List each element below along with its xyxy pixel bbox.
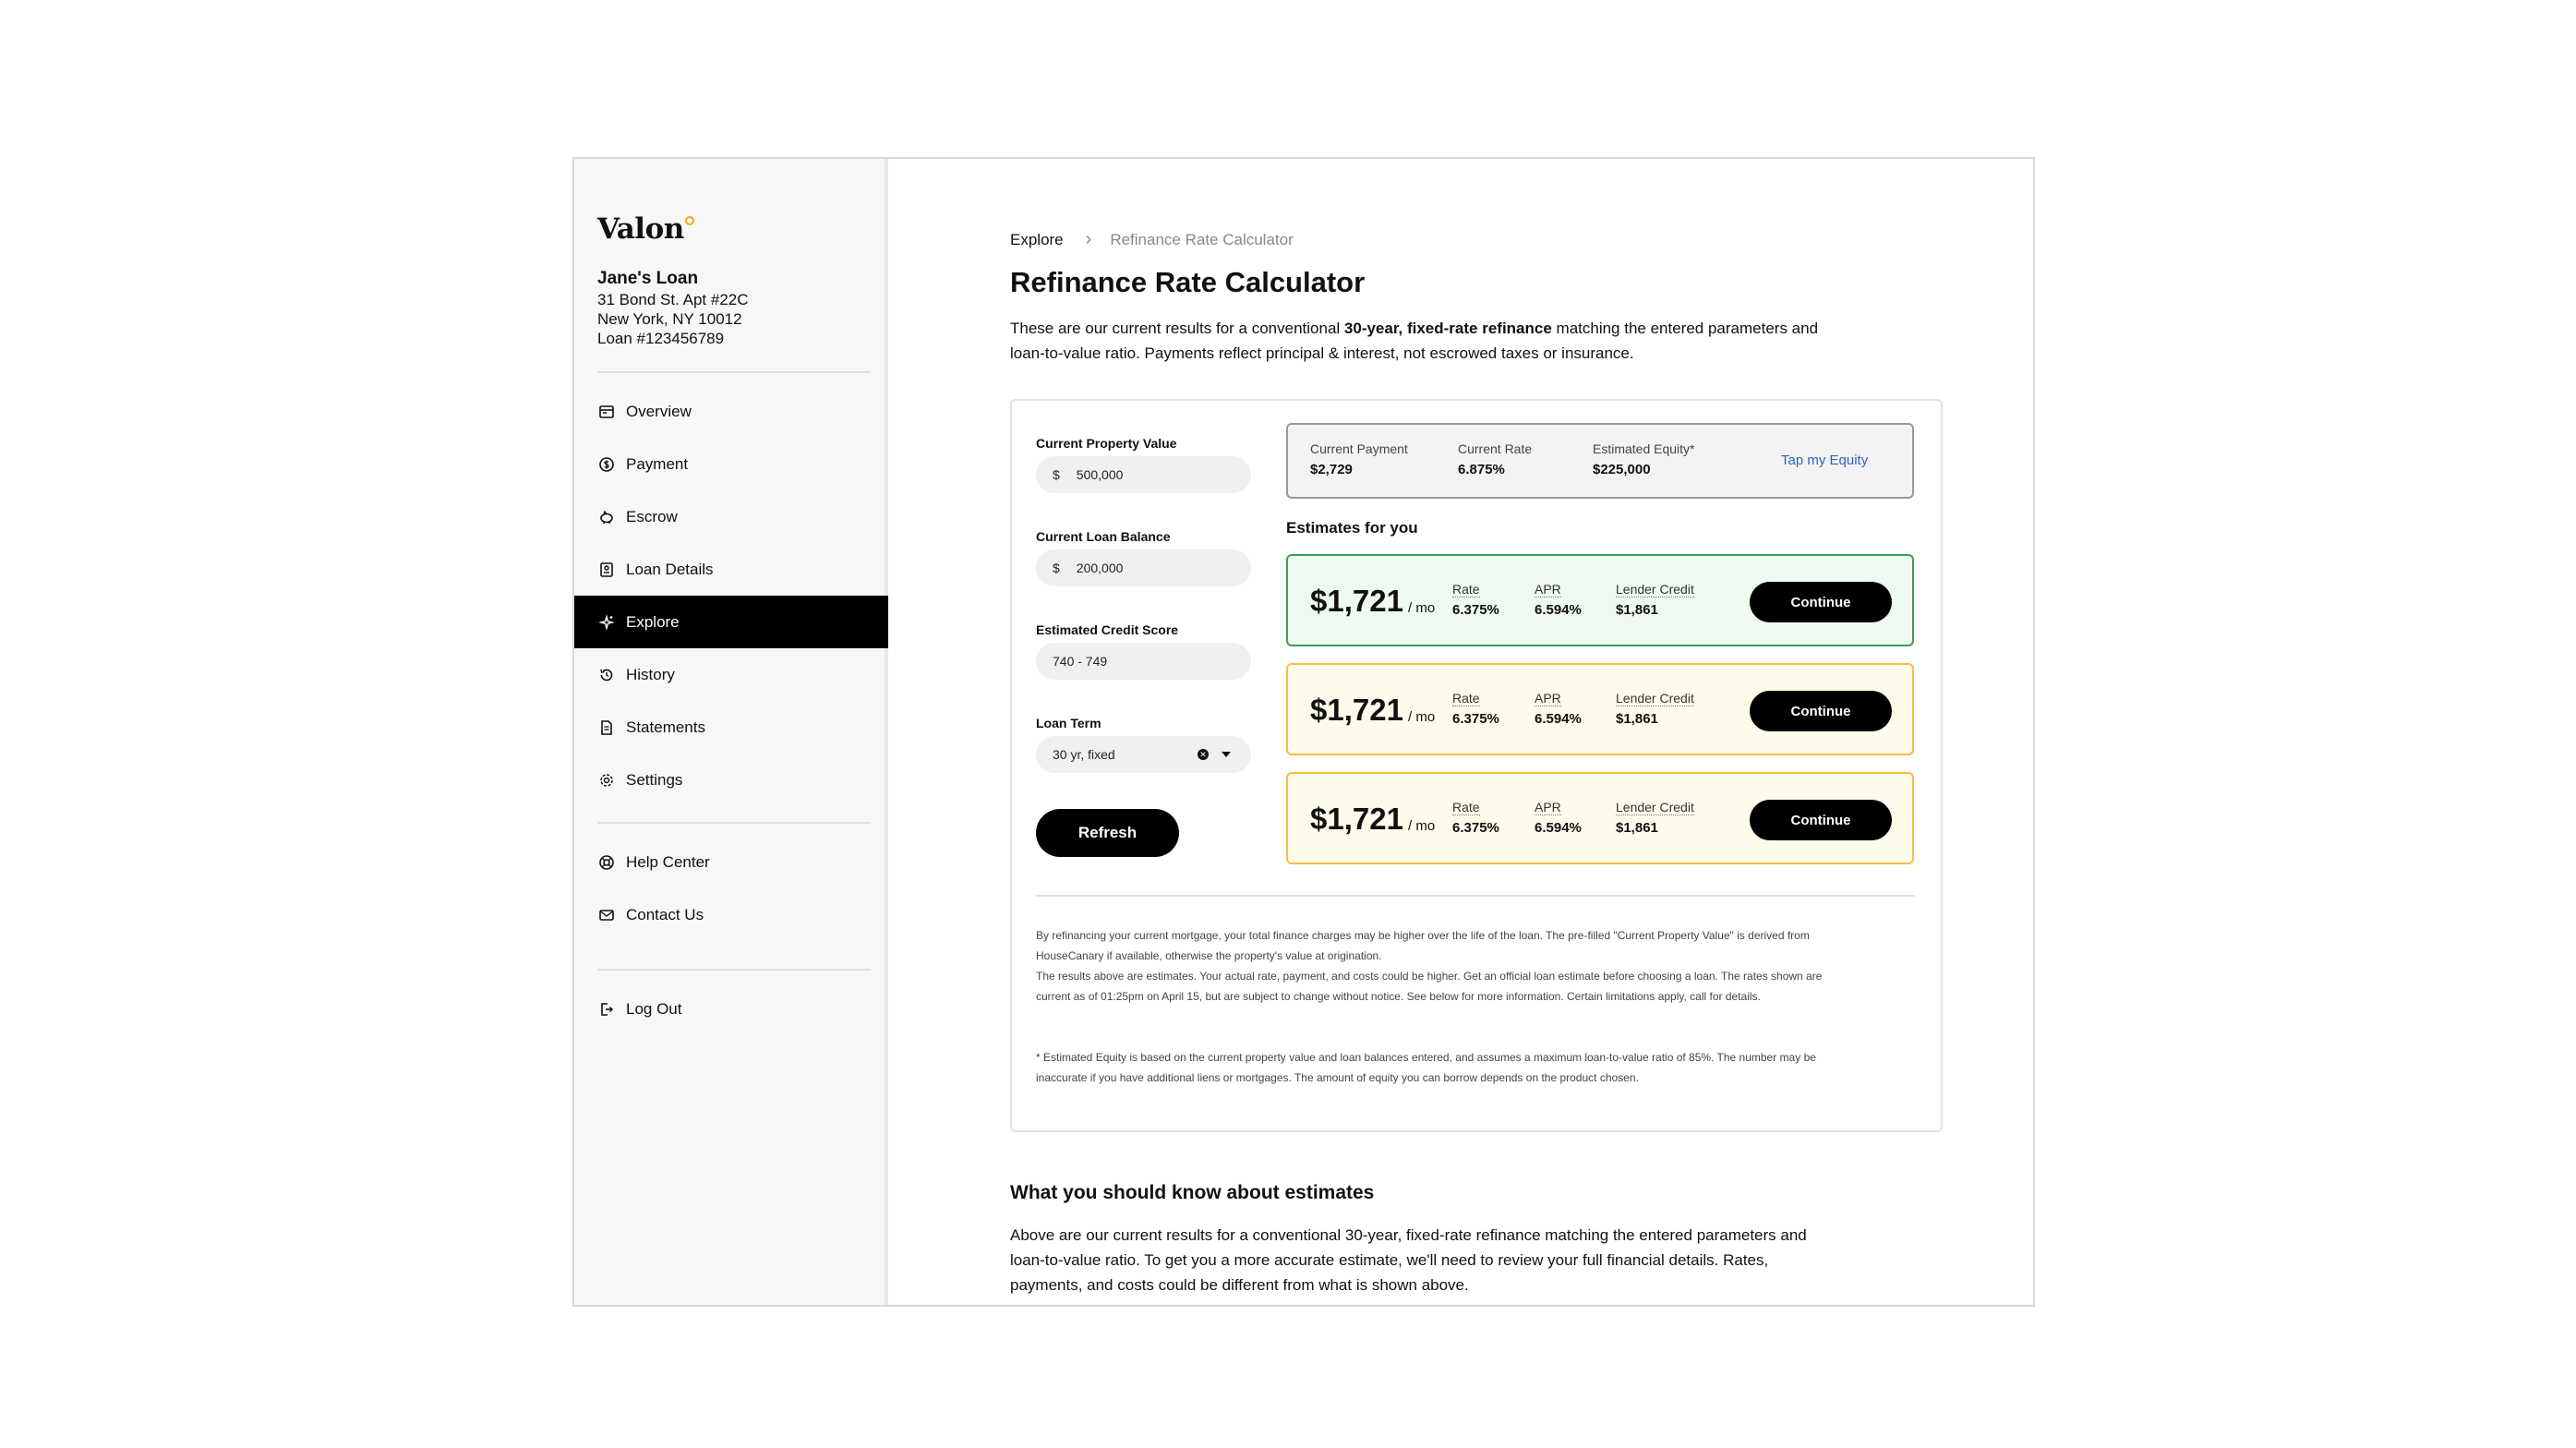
main-content (888, 159, 2033, 1305)
card-divider (1036, 895, 1915, 897)
offer-lender-credit (1616, 800, 1694, 836)
loan-info (597, 268, 749, 348)
loan-balance-input[interactable] (1036, 549, 1251, 586)
offer-lender-credit (1616, 582, 1694, 618)
sidebar-item-log-out[interactable] (574, 983, 888, 1035)
chevron-right-icon: › (1085, 229, 1092, 249)
tap-my-equity-link[interactable]: Tap my Equity (1781, 452, 1869, 468)
continue-button[interactable]: Continue (1750, 691, 1892, 731)
property-value-label: Current Property Value (1036, 436, 1177, 451)
property-value-input[interactable] (1036, 456, 1251, 493)
estimated-equity (1593, 441, 1695, 477)
history-icon (597, 666, 616, 684)
estimate-offer (1286, 554, 1914, 646)
loan-term-select[interactable] (1036, 736, 1251, 773)
currency-symbol: $ (1053, 467, 1060, 482)
mail-icon (597, 906, 616, 924)
monthly-payment: $1,721 (1310, 584, 1403, 618)
loan-number: Loan #123456789 (597, 330, 725, 347)
lender-credit-value: $1,861 (1616, 711, 1658, 727)
sidebar-item-label: Help Center (626, 852, 710, 871)
continue-button[interactable]: Continue (1750, 800, 1892, 840)
lender-credit-value: $1,861 (1616, 820, 1658, 836)
sidebar-item-label: Explore (626, 612, 680, 631)
breadcrumb-current: Refinance Rate Calculator (1110, 230, 1294, 248)
apr-label[interactable]: APR (1535, 800, 1561, 814)
current-loan-summary (1286, 423, 1914, 499)
loan-term-label: Loan Term (1036, 716, 1101, 730)
loan-name: Jane's Loan (597, 269, 699, 288)
payment-period: / mo (1408, 709, 1436, 725)
logout-icon (597, 1000, 616, 1019)
sidebar-item-explore[interactable] (574, 596, 888, 648)
sidebar-nav-main (574, 385, 888, 806)
disclaimer-paragraph: * Estimated Equity is based on the current property value and loan balances entered, and assumes a maximum loan-to-value ratio of 85%. The number may be inaccurate if you have additional liens or mortgages. The amount of equity you can borrow depends on the product chosen. (1036, 1051, 1816, 1084)
sidebar-nav-account (574, 983, 888, 1035)
sidebar-item-label: Statements (626, 718, 705, 736)
payment-period: / mo (1408, 818, 1436, 834)
logo-dot-icon (685, 216, 694, 225)
sidebar-item-payment[interactable] (574, 438, 888, 490)
monthly-payment: $1,721 (1310, 802, 1403, 836)
sidebar-item-overview[interactable] (574, 385, 888, 438)
lender-credit-value: $1,861 (1616, 602, 1658, 618)
offer-rate (1452, 800, 1499, 836)
currency-symbol: $ (1053, 561, 1060, 575)
estimate-offer (1286, 772, 1914, 864)
calculator-card (1010, 399, 1943, 1132)
current-payment (1310, 441, 1408, 477)
offer-rate (1452, 582, 1499, 618)
offer-rate (1452, 691, 1499, 727)
continue-button[interactable]: Continue (1750, 582, 1892, 622)
estimates-info-heading: What you should know about estimates (1010, 1182, 1375, 1203)
apr-value: 6.594% (1535, 711, 1582, 727)
sidebar-divider (597, 822, 871, 824)
intro-bold-text: 30-year, fixed-rate refinance (1343, 320, 1552, 337)
gear-icon (597, 771, 616, 790)
disclaimer-paragraph: The results above are estimates. Your actual rate, payment, and costs could be higher. Get an official loan estimate before choosing a loan. The rates shown are current as of 01:25pm on April 15, but are subject to change without notice. See below for more information. Certain limitations apply, call for details. (1036, 970, 1823, 1003)
sidebar-divider (597, 969, 871, 971)
sidebar-item-label: Escrow (626, 507, 678, 525)
sidebar-item-escrow[interactable] (574, 490, 888, 543)
rate-label[interactable]: Rate (1452, 582, 1480, 597)
sidebar-item-label: Log Out (626, 999, 682, 1018)
credit-score-label: Estimated Credit Score (1036, 622, 1179, 637)
sidebar-item-settings[interactable] (574, 754, 888, 806)
sidebar-item-history[interactable] (574, 648, 888, 701)
offer-apr (1535, 691, 1582, 727)
estimated-equity-label: Estimated Equity* (1593, 441, 1695, 456)
current-payment-value: $2,729 (1310, 462, 1353, 477)
property-value: 500,000 (1076, 467, 1124, 482)
credit-score-input[interactable] (1036, 643, 1251, 680)
credit-score-value: 740 - 749 (1053, 654, 1108, 669)
estimates-heading: Estimates for you (1286, 519, 1418, 537)
sidebar-item-loan-details[interactable] (574, 543, 888, 596)
offer-apr (1535, 800, 1582, 836)
breadcrumb (1010, 229, 1294, 250)
sidebar-item-label: Loan Details (626, 560, 714, 578)
lender-credit-label[interactable]: Lender Credit (1616, 582, 1694, 597)
sidebar (574, 159, 888, 1305)
sidebar-item-label: History (626, 665, 675, 683)
apr-value: 6.594% (1535, 820, 1582, 836)
offer-apr (1535, 582, 1582, 618)
lender-credit-label[interactable]: Lender Credit (1616, 691, 1694, 706)
lifebuoy-icon (597, 853, 616, 872)
document-icon (597, 561, 616, 579)
current-payment-label: Current Payment (1310, 441, 1408, 456)
apr-label[interactable]: APR (1535, 691, 1561, 706)
valon-logo[interactable]: Valon (597, 212, 694, 246)
intro-text: These are our current results for a conventional (1010, 320, 1344, 337)
rate-label[interactable]: Rate (1452, 691, 1480, 706)
apr-label[interactable]: APR (1535, 582, 1561, 597)
disclaimer-paragraph: By refinancing your current mortgage, your total finance charges may be higher over the life of the loan. The pre-filled "Current Property Value" is derived from HouseCanary if available, otherwise the property's value at origination. (1036, 929, 1810, 962)
payment-period: / mo (1408, 600, 1436, 616)
sparkle-icon (597, 613, 616, 632)
sidebar-item-statements[interactable] (574, 701, 888, 754)
breadcrumb-explore-link[interactable]: Explore (1010, 230, 1064, 248)
rate-value: 6.375% (1452, 820, 1499, 836)
sidebar-divider (597, 371, 871, 373)
sidebar-item-label: Contact Us (626, 905, 704, 923)
current-rate-label: Current Rate (1458, 441, 1533, 456)
sidebar-item-label: Overview (626, 402, 692, 420)
lender-credit-label[interactable]: Lender Credit (1616, 800, 1694, 814)
current-rate (1458, 441, 1532, 477)
app-window (572, 157, 2035, 1307)
overview-icon (597, 403, 616, 421)
dollar-icon (597, 455, 616, 474)
page-intro (1010, 316, 1823, 366)
estimates-info-text: Above are our current results for a conventional 30-year, fixed-rate refinance matching the entered parameters and loan-to-value ratio. To get you a more accurate estimate, we'll need to review your full financial details. Rates, payments, and costs could be different from what is shown above. (1010, 1226, 1807, 1294)
rate-label[interactable]: Rate (1452, 800, 1480, 814)
piggy-bank-icon (597, 508, 616, 526)
current-rate-value: 6.875% (1458, 462, 1505, 477)
page-title: Refinance Rate Calculator (1010, 266, 1366, 298)
sidebar-item-label: Payment (626, 454, 689, 473)
clear-icon[interactable]: ✕ (1198, 749, 1209, 760)
loan-address-line1: 31 Bond St. Apt #22C (597, 291, 749, 308)
estimate-offer (1286, 663, 1914, 755)
intro-text: matching the entered parameters and loan-to-value ratio. Payments reflect principal & interest, not escrowed taxes or insurance. (1010, 320, 1819, 362)
rate-value: 6.375% (1452, 602, 1499, 618)
sidebar-nav-support (574, 836, 888, 941)
loan-address-line2: New York, NY 10012 (597, 310, 742, 328)
sidebar-item-help-center[interactable] (574, 836, 888, 888)
monthly-payment: $1,721 (1310, 693, 1403, 727)
apr-value: 6.594% (1535, 602, 1582, 618)
sidebar-item-label: Settings (626, 770, 683, 789)
refresh-button[interactable]: Refresh (1036, 809, 1179, 857)
chevron-down-icon[interactable] (1222, 752, 1231, 757)
loan-term-value: 30 yr, fixed (1053, 747, 1115, 762)
estimated-equity-value: $225,000 (1593, 462, 1651, 477)
rate-value: 6.375% (1452, 711, 1499, 727)
offer-lender-credit (1616, 691, 1694, 727)
statement-icon (597, 718, 616, 737)
loan-balance-value: 200,000 (1076, 561, 1124, 575)
sidebar-item-contact-us[interactable] (574, 888, 888, 941)
loan-balance-label: Current Loan Balance (1036, 529, 1171, 544)
